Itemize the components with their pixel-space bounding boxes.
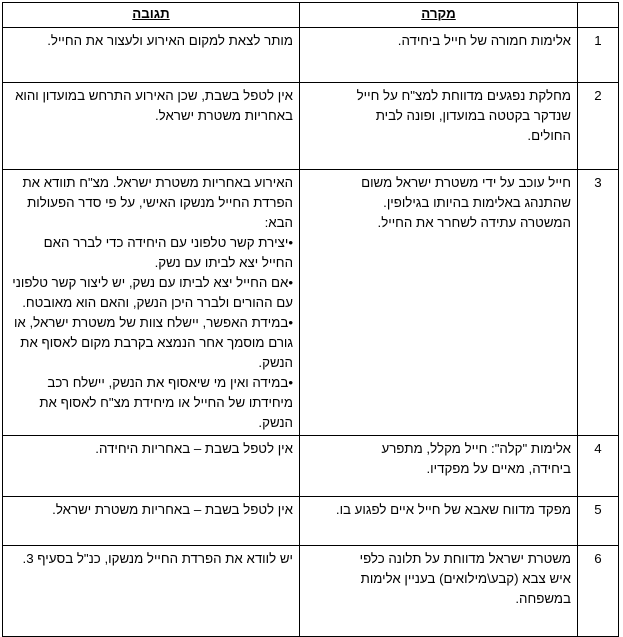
case-text-line: שנדקר בקטטה במועדון, ופונה לבית xyxy=(375,108,571,123)
case-text-line: איש צבא (קבע\מילואים) בעניין אלימות xyxy=(360,571,571,586)
case-cell xyxy=(300,436,578,497)
response-text-line: באחריות משטרת ישראל. xyxy=(154,108,293,123)
case-text-line: המשטרה עתידה לשחרר את החייל. xyxy=(377,215,571,230)
response-cell xyxy=(3,28,300,83)
case-text-line: אלימות "קלה": חייל מקלל, מתפרע xyxy=(381,441,571,456)
response-text-line: •אם החייל יצא לביתו עם נשק, יש ליצור קשר טלפוני xyxy=(12,275,293,290)
response-text-line: הנשק. xyxy=(258,415,293,430)
row-number: 2 xyxy=(578,83,619,170)
response-text-line: •במידת האפשר, יישלח צוות של משטרת ישראל, או xyxy=(13,315,293,330)
response-text-line: אין לטפל בשבת – באחריות משטרת ישראל. xyxy=(52,502,293,517)
case-text-line: מפקד מדווח שאבא של חייל איים לפגוע בו. xyxy=(335,502,571,517)
response-text-line: הבא: xyxy=(264,215,293,230)
response-text-line: •במידה ואין מי שיאסוף את הנשק, יישלח רכב xyxy=(47,375,293,390)
response-cell xyxy=(3,497,300,546)
response-text-line: אין לטפל בשבת – באחריות היחידה. xyxy=(95,441,293,456)
header-num xyxy=(578,3,619,28)
case-text-line: חייל עוכב על ידי משטרת ישראל משום xyxy=(361,175,571,190)
response-cell xyxy=(3,83,300,170)
response-text-line: מותר לצאת למקום האירוע ולעצור את החייל. xyxy=(47,33,293,48)
response-cell xyxy=(3,170,300,436)
response-text-line: גורם מוסמך אחר הנמצא בקרבת מקום לאסוף את xyxy=(20,335,293,350)
case-cell xyxy=(300,546,578,637)
response-cell xyxy=(3,436,300,497)
case-text-line: החולים. xyxy=(527,128,571,143)
row-number: 3 xyxy=(578,170,619,436)
case-text-line: במשפחה. xyxy=(515,591,571,606)
row-number: 1 xyxy=(578,28,619,83)
procedure-table xyxy=(2,2,619,637)
header-response: תגובה xyxy=(3,3,300,28)
case-text-line: אלימות חמורה של חייל ביחידה. xyxy=(397,33,571,48)
case-text-line: ביחידה, מאיים על מפקדיו. xyxy=(426,461,571,476)
table-header-row xyxy=(3,3,619,28)
case-cell xyxy=(300,83,578,170)
table-row xyxy=(3,28,619,83)
table-row xyxy=(3,436,619,497)
table-row xyxy=(3,170,619,436)
response-text-line: האירוע באחריות משטרת ישראל. מצ"ח תוודא את xyxy=(22,175,293,190)
response-text-line: •יצירת קשר טלפוני עם היחידה כדי לברר האם xyxy=(43,235,293,250)
table-row xyxy=(3,546,619,637)
row-number: 4 xyxy=(578,436,619,497)
case-text-line: משטרת ישראל מדווחת על תלונה כלפי xyxy=(359,551,571,566)
response-text-line: הנשק. xyxy=(258,355,293,370)
response-cell xyxy=(3,546,300,637)
row-number: 6 xyxy=(578,546,619,637)
case-cell xyxy=(300,170,578,436)
response-text-line: אין לטפל בשבת, שכן האירוע התרחש במועדון והוא xyxy=(15,88,293,103)
response-text-line: עם ההורים ולברר היכן הנשק, והאם הוא מאובטח. xyxy=(22,295,293,310)
response-text-line: מיחידתו של החייל או מיחידת מצ"ח לאסוף את xyxy=(39,395,293,410)
table-row xyxy=(3,83,619,170)
response-text-line: החייל יצא לביתו עם נשק. xyxy=(154,255,293,270)
case-text-line: שהתנהג באלימות בהיותו בגילופין. xyxy=(383,195,571,210)
case-cell xyxy=(300,497,578,546)
response-text-line: הפרדת החייל מנשקו האישי, על פי סדר הפעולות xyxy=(27,195,293,210)
response-text-line: יש לוודא את הפרדת החייל מנשקו, כנ"ל בסעיף 3. xyxy=(22,551,293,566)
case-cell xyxy=(300,28,578,83)
table-row xyxy=(3,497,619,546)
case-text-line: מחלקת נפגעים מדווחת למצ"ח על חייל xyxy=(356,88,571,103)
header-case: מקרה xyxy=(300,3,578,28)
row-number: 5 xyxy=(578,497,619,546)
